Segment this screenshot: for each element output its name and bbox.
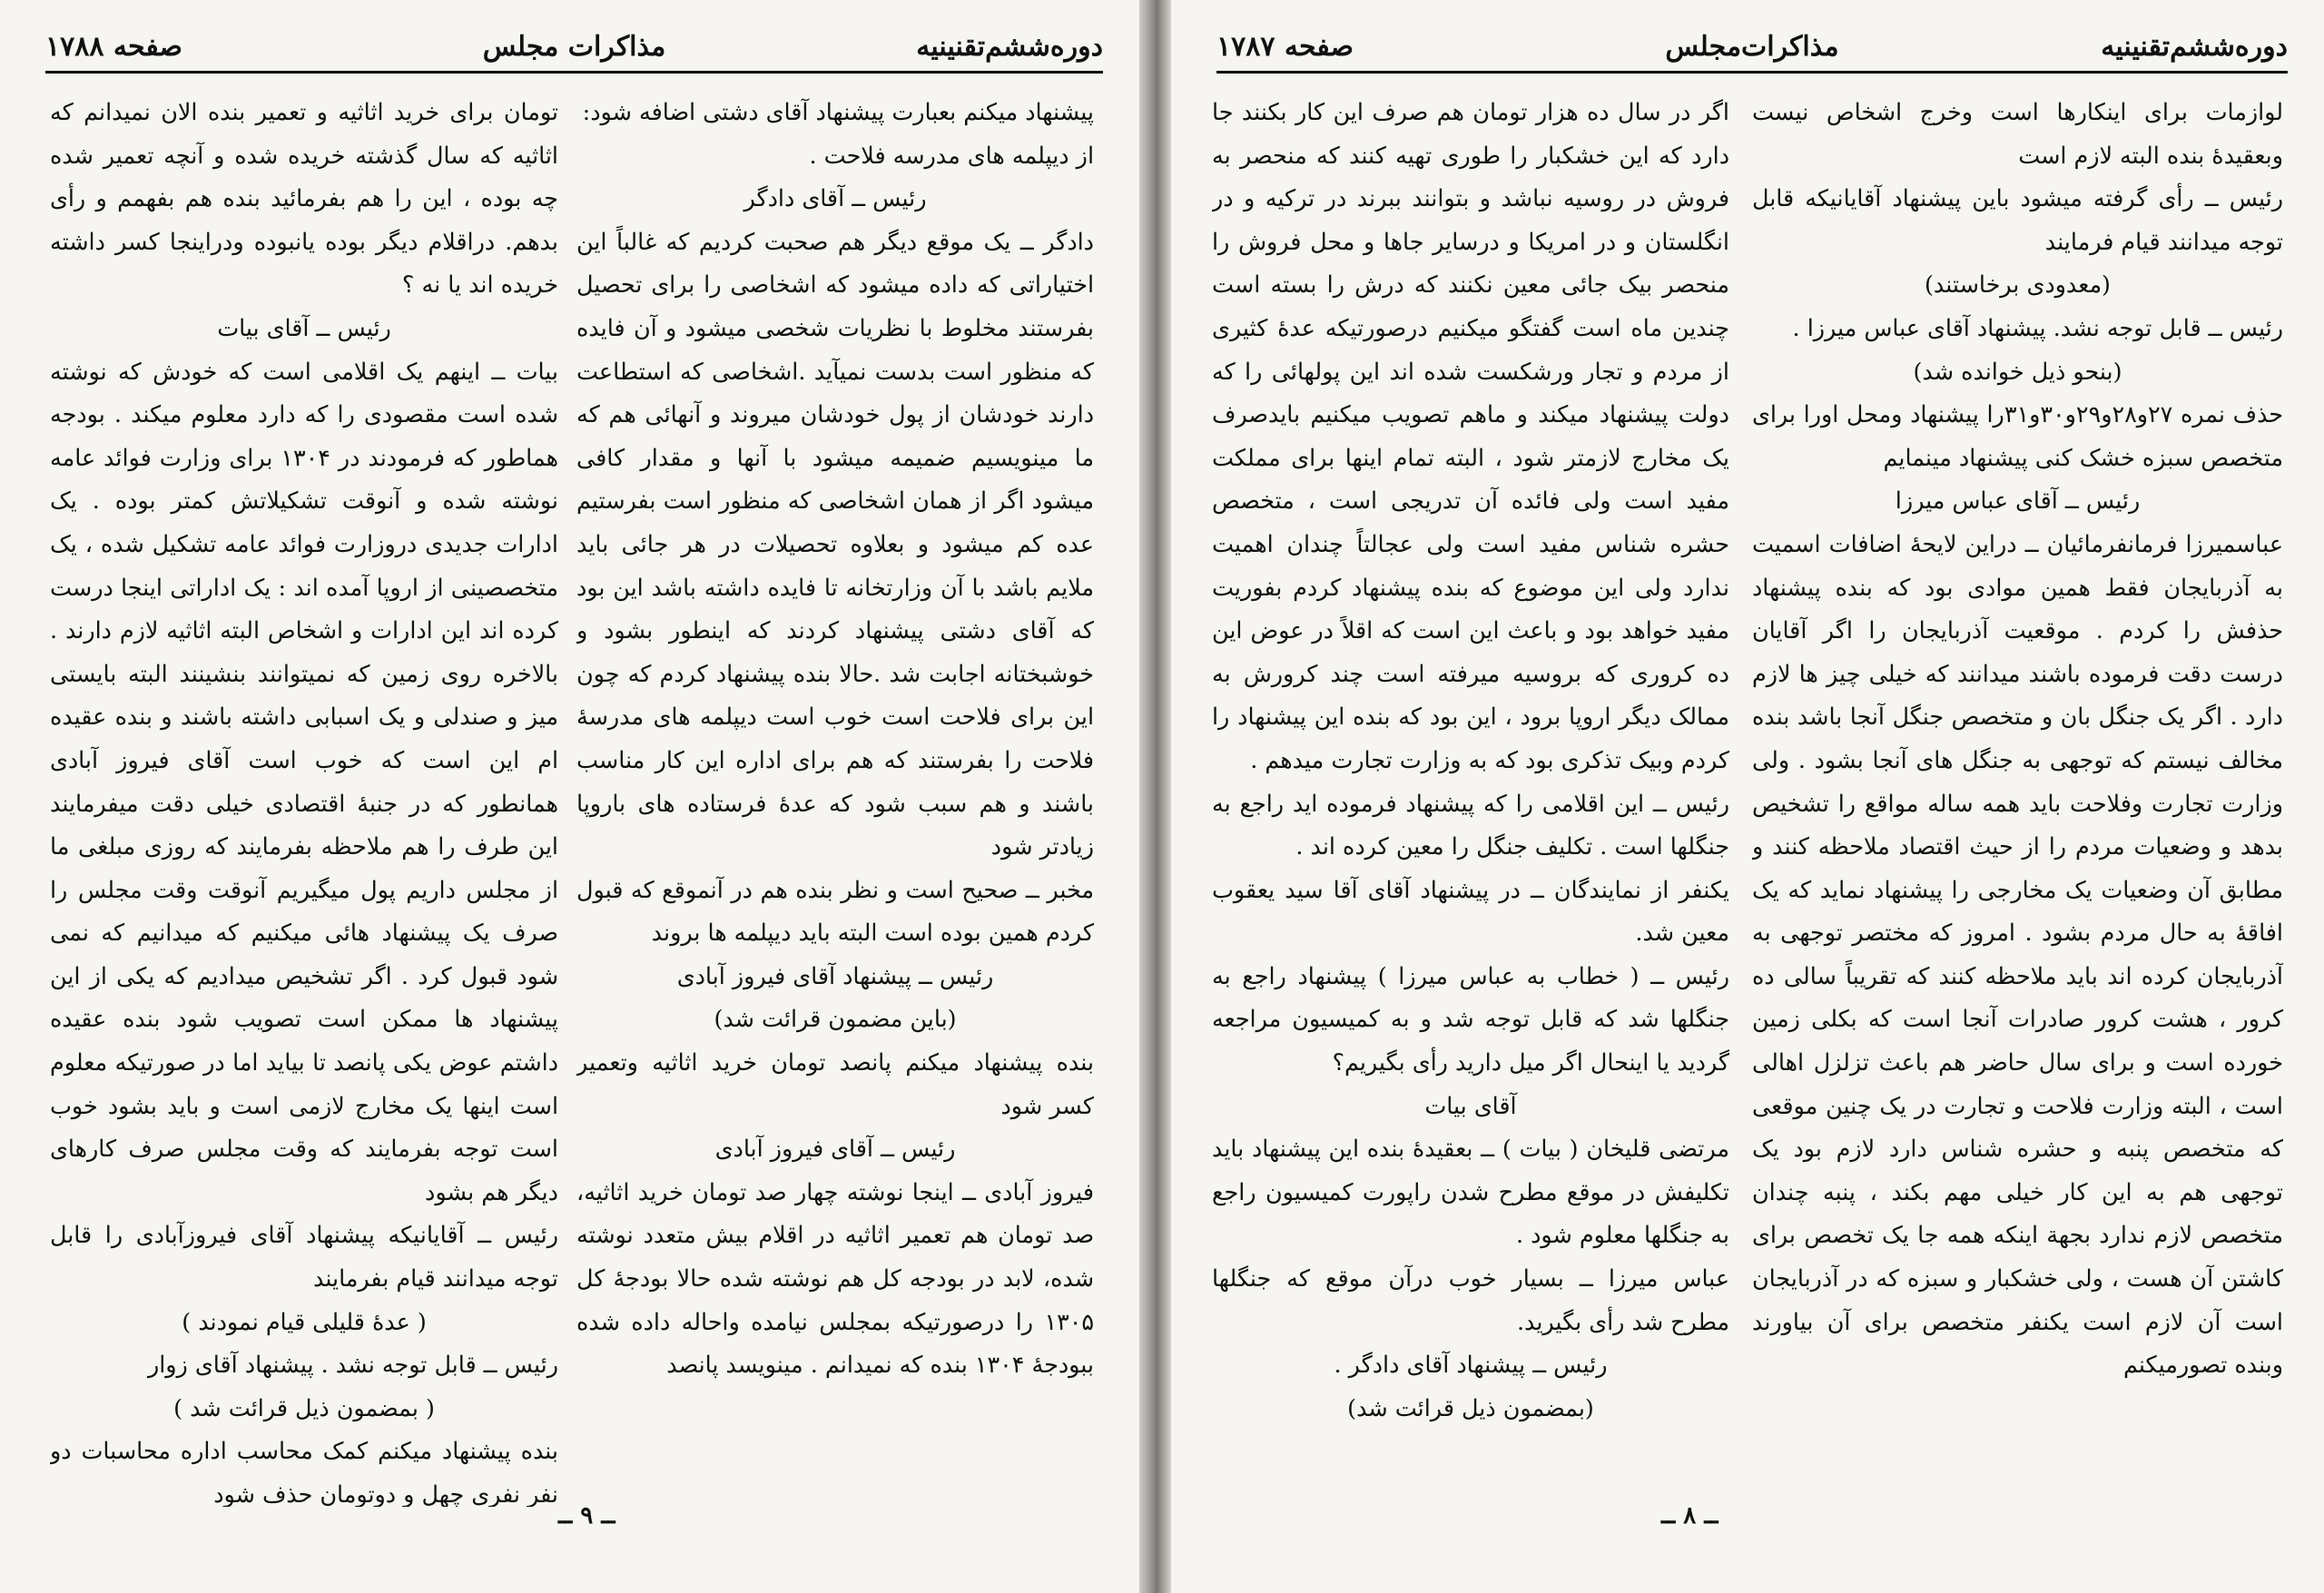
text-column-left [1212,91,1729,1507]
paragraph: عباسمیرزا فرمانفرمائیان ــ دراین لایحهٔ اضافات اسمیت به آذربایجان فقط همین موادی بود که بنده پیشنهاد حذفش را کردم . موقعیت آذربایجان را اگر آقایان درست دقت فرموده باشند میدانند که خیلی چیز ها لازم دارد . اگر یک جنگل بان و متخصص جنگل آنجا باشد بنده مخالف نیستم که توجهی به جنگل های آنجا بشود . ولی وزارت تجارت وفلاحت باید همه ساله مواقع را تشخیص بدهد و وضعیات مردم را از حیث اقتصاد ملاحظه کنند و مطابق آن وضعیات یک مخارجی را پیشنهاد نماید که یک افاقهٔ به حال مردم بشود . امروز که مختصر توجهی به آذربایجان کرده اند باید ملاحظه کنند که تقریباً سالی ده کرور ، هشت کرور صادرات آنجا است که بکلی زمین خورده است و برای سال حاضر هم باعث تزلزل اهالی است ، البته وزارت فلاحت و تجارت در یک چنین موقعی که متخصص پنبه و حشره شناس دارد لازم بود یک توجهی هم به این کار خیلی مهم بکند ، پنبه چندان متخصص لازم ندارد بجهة اینکه همه جا یک تخصص برای کاشتن آن هست ، ولی خشکبار و سبزه که در آذربایجان است آن لازم است یکنفر متخصص برای آن بیاورند وبنده تصورمیکنم [1752,529,2283,1379]
paragraph: بنده پیشنهاد میکنم کمک محاسب اداره محاسبات دو نفر نفری چهل و دوتومان حذف شود [50,1437,558,1507]
paragraph: رئیس ــ این اقلامی را که پیشنهاد فرموده اید راجع به جنگلها است . تکلیف جنگل را معین کرده اند . [1212,789,1729,860]
paragraph: عباس میرزا ــ بسیار خوب درآن موقع که جنگلها مطرح شد رأی بگیرید. [1212,1264,1729,1335]
text-column-left [50,91,558,1507]
page-left [0,0,1139,1593]
header-title: مذاکرات‌مجلس [1665,31,1839,63]
centered-heading: (بمضمون ذیل قرائت شد) [1347,1393,1594,1421]
text-column-right [576,91,1094,1507]
paragraph: رئیس ــ آقایانیکه پیشنهاد آقای فیروزآبادی را قابل توجه میدانند قیام بفرمایند [50,1221,558,1293]
paragraph: مخبر ــ صحیح است و نظر بنده هم در آنموقع که قبول کردم همین بوده است البته باید دیپلمه ها بروند [576,875,1094,947]
paragraph: تومان برای خرید اثاثیه و تعمیر بنده الان نمیدانم که اثاثیه که سال گذشته خریده شده و آنچه تعمیر شده چه بوده ، این را هم بفرمائید بنده هم بفهمم و رأی بدهم. دراقلام دیگر بوده یانبوده ودراینجا کسر داشته خریده اند یا نه ؟ [50,98,558,299]
header-page-number: صفحه ۱۷۸۸ [45,31,182,63]
centered-heading: رئیس ــ پیشنهاد آقای دادگر . [1334,1351,1608,1379]
centered-heading: (معدودی برخاستند) [1925,270,2111,299]
centered-heading: (باین مضمون قرائت شد) [714,1005,957,1033]
header-page-number: صفحه ۱۷۸۷ [1216,31,1354,63]
paragraph: پیشنهاد میکنم بعبارت پیشنهاد آقای دشتی اضافه شود: [582,98,1094,125]
centered-heading: رئیس ــ آقای فیروز آبادی [714,1135,956,1163]
paragraph: دادگر ــ یک موقع دیگر هم صحبت کردیم که غالباً این اختیاراتی که داده میشود که اشخاصی را برای تحصیل بفرستند مخلوط با نظریات شخصی میشود و آن فایده که منظور است بدست نمیآید .اشخاصی که استطاعت دارند خودشان از پول خودشان میروند و آنهائی هم که ما مینویسیم ضمیمه میشود با آنها و مقدار کافی میشود اگر از همان اشخاصی که منظور است بفرستیم عده کم میشود و بعلاوه تحصیلات در هر جائی باید ملایم باشد با آن وزارتخانه تا فایده داشته باشد این بود که آقای دشتی پیشنهاد کردند که اینطور بشود و خوشبختانه اجابت شد .حالا بنده پیشنهاد کردم که چون این برای فلاحت است خوب است دیپلمه های مدرسهٔ فلاحت را بفرستند که هم برای اداره این کار مناسب باشند و هم سبب شود که عدهٔ فرستاده های باروپا زیادتر شود [576,227,1094,860]
page-header [1216,27,2288,74]
paragraph: فیروز آبادی ــ اینجا نوشته چهار صد تومان خرید اثاثیه، صد تومان هم تعمیر اثاثیه در اقلام بیش متعدد نوشته شده، لابد در بودجه کل هم نوشته شده حالا بودجهٔ کل ۱۳۰۵ را درصورتیکه بمجلس نیامده واحاله داده شده ببودجهٔ ۱۳۰۴ بنده که نمیدانم . مینویسد پانصد [576,1177,1094,1379]
header-period: دوره‌ششم‌تقنینیه [916,31,1103,63]
centered-heading: (بنحو ذیل خوانده شد) [1913,357,2122,385]
text-column-right [1752,91,2283,1507]
paragraph: مرتضی قلیخان ( بیات ) ــ بعقیدهٔ بنده این پیشنهاد باید تکلیفش در موقع مطرح شدن راپورت کمیسیون راجع به جنگلها معلوم شود . [1212,1135,1729,1249]
paragraph: حذف نمره ۲۷و۲۸و۲۹و۳۰و۳۱را پیشنهاد ومحل اورا برای متخصص سبزه خشک کنی پیشنهاد مینمایم [1752,400,2283,471]
paragraph: لوازمات برای اینکارها است وخرج اشخاص نیست وبعقیدهٔ بنده البته لازم است [1752,98,2283,169]
centered-heading: رئیس ــ پیشنهاد آقای فیروز آبادی [676,961,994,989]
paragraph: رئیس ــ رأی گرفته میشود باین پیشنهاد آقایانیکه قابل توجه میدانند قیام فرمایند [1752,184,2283,255]
page-header [45,27,1103,74]
paragraph: اگر در سال ده هزار تومان هم صرف این کار بکنند جا دارد که این خشکبار را طوری تهیه کنند که منحصر به فروش در روسیه نباشد و بتوانند ببرند در ترکیه و در انگلستان و در امریکا و درسایر جاها و محل فروش را منحصر بیک جائی معین نکنند که درش را بسته است چندین ماه است گفتگو میکنیم درصورتیکه عدهٔ کثیری از مردم و تجار ورشکست شده اند این پولهائی را که دولت پیشنهاد میکند و ماهم تصویب میکنیم بایدصرف یک مخارج لازمتر شود ، البته تمام اینها برای مملکت مفید است ولی فائده آن تدریجی است ، متخصص حشره شناس مفید است ولی عجالتاً چندان اهمیت ندارد ولی این موضوع که بنده پیشنهاد کردم بفوریت مفید خواهد بود و باعث این است که اقلاً در عوض این ده کروری که بروسیه میرفته است چند کرورش به ممالک دیگر اروپا برود ، این بود که بنده این پیشنهاد را کردم وبیک تذکری بود که به وزارت تجارت میدهم . [1212,98,1729,773]
header-title: مذاکرات مجلس [482,31,666,63]
centered-heading: رئیس ــ آقای عباس میرزا [1895,487,2141,515]
folio-number: ــ ۹ ــ [558,1502,615,1529]
paragraph: از دیپلمه های مدرسه فلاحت . [809,141,1094,169]
paragraph: رئیس ــ قابل توجه نشد . پیشنهاد آقای زوار [147,1351,558,1379]
centered-heading: ( بمضمون ذیل قرائت شد ) [173,1393,435,1421]
paragraph: رئیس ــ ( خطاب به عباس میرزا ) پیشنهاد راجع به جنگلها شد که قابل توجه شد و به کمیسیون مراجعه گردید یا اینحال اگر میل دارید رأی بگیریم؟ [1212,961,1729,1077]
centered-heading: رئیس ــ آقای دادگر [743,184,927,212]
header-period: دوره‌ششم‌تقنینیه [2101,31,2288,63]
centered-heading: رئیس ــ آقای بیات [217,313,391,341]
paragraph: رئیس ــ قابل توجه نشد. پیشنهاد آقای عباس میرزا . [1792,313,2283,341]
paragraph: یکنفر از نمایندگان ــ در پیشنهاد آقای آقا سید یعقوب معین شد. [1212,875,1729,947]
centered-heading: آقای بیات [1424,1091,1517,1119]
page-right [1171,0,2324,1593]
paragraph: بنده پیشنهاد میکنم پانصد تومان خرید اثاثیه وتعمیر کسر شود [576,1048,1094,1119]
folio-number: ــ ۸ ــ [1661,1502,1718,1529]
book-gutter [1139,0,1171,1593]
paragraph: بیات ــ اینهم یک اقلامی است که خودش که نوشته شده است مقصودی را که دارد معلوم میکند . بودجه هماطور که فرمودند در ۱۳۰۴ برای وزارت فوائد عامه نوشته شده و آنوقت تشکیلاتش کمتر بوده . یک ادارات جدیدی دروزارت فوائد عامه تشکیل شده ، یک متخصصینی از اروپا آمده اند : یک اداراتی اینجا درست کرده اند این ادارات و اشخاص البته اثاثیه لازم دارند . بالاخره روی زمین که نمیتوانند بنشینند البته بایستی میز و صندلی و یک اسبابی داشته باشند و بنده عقیده ام این است که خوب است آقای فیروز آبادی همانطور که در جنبهٔ اقتصادی خیلی دقت میفرمایند این طرف را هم ملاحظه بفرمایند که روزی مبلغی ما از مجلس داریم پول میگیریم آنوقت وقت مجلس را صرف یک پیشنهاد هائی میکنیم که میدانیم که نمی شود قبول کرد . اگر تشخیص میدادیم که یکی از این پیشنهاد ها ممکن است تصویب شود بنده عقیده داشتم عوض یکی پانصد تا بیاید اما در صورتیکه معلوم است اینها یک مخارج لازمی است و باید بشود خوب است توجه بفرمایند که وقت مجلس صرف کارهای دیگر هم بشود [50,357,558,1205]
centered-heading: ( عدهٔ قلیلی قیام نمودند ) [182,1307,427,1335]
